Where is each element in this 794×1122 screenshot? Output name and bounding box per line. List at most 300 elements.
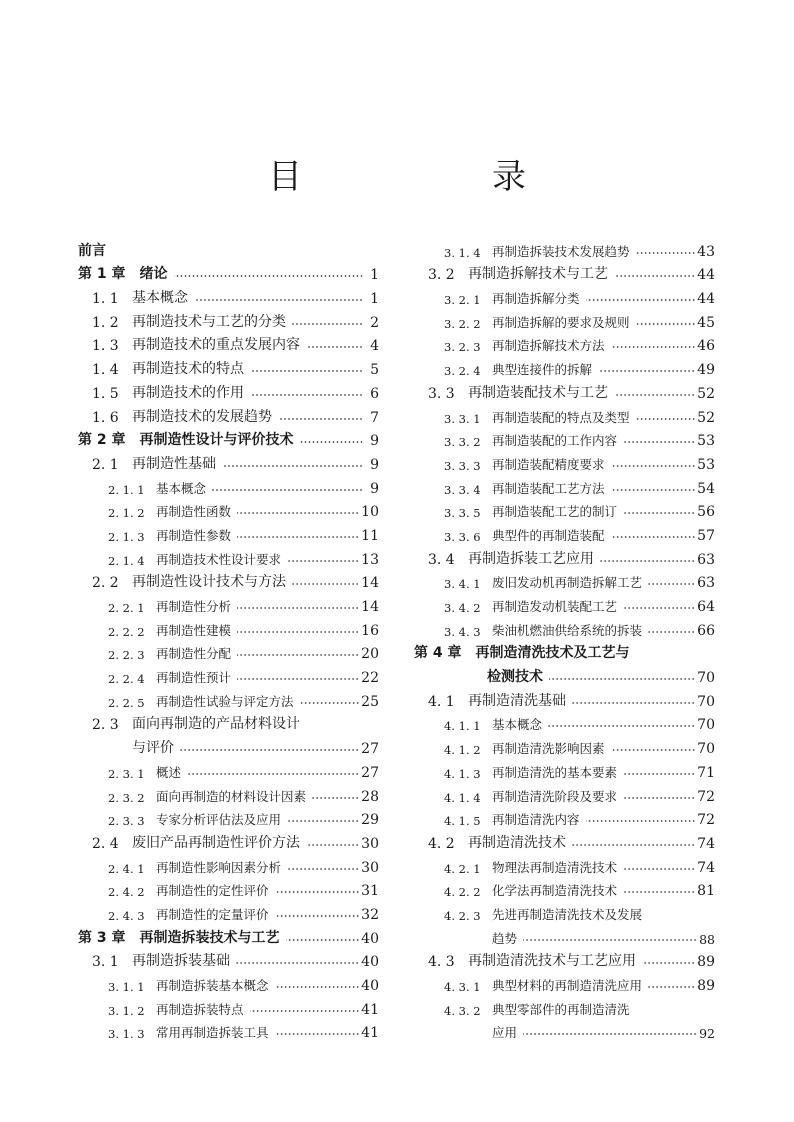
toc-entry[interactable]	[78, 757, 379, 781]
toc-entry[interactable]	[78, 568, 379, 592]
toc-entry-number: 3. 3. 3	[444, 458, 481, 473]
toc-entry-number: 4. 1. 4	[444, 790, 481, 805]
dot-leader	[212, 488, 363, 492]
dot-leader	[623, 511, 695, 515]
toc-entry-number: 2. 2. 3	[108, 648, 145, 663]
toc-entry[interactable]	[414, 544, 715, 568]
dot-leader	[572, 843, 695, 847]
dot-leader	[275, 890, 360, 894]
toc-entry-number: 4. 3. 1	[444, 980, 481, 994]
toc-entry-number: 3. 2. 2	[444, 316, 481, 331]
toc-entry[interactable]	[414, 781, 715, 805]
toc-entry-number: 2. 2. 5	[108, 695, 145, 710]
toc-entry[interactable]	[414, 805, 715, 829]
toc-entry-number: 3. 4. 2	[444, 601, 481, 615]
toc-entry-number: 1. 6	[92, 409, 119, 426]
toc-page-number: 54	[697, 480, 715, 497]
toc-entry-number: 3. 1. 4	[444, 245, 481, 260]
toc-entry-number: 2. 1. 2	[108, 506, 145, 521]
toc-entry-title: 再制造清洗的基本要素	[492, 764, 618, 780]
toc-entry-title: 基本概念	[492, 717, 543, 733]
toc-entry-number: 3. 3. 1	[444, 411, 481, 426]
toc-entry-number: 2. 4. 1	[108, 861, 145, 876]
toc-page-number: 40	[361, 978, 379, 994]
toc-entry[interactable]	[414, 923, 715, 947]
toc-page-number: 9	[370, 456, 379, 473]
toc-entry[interactable]	[414, 331, 715, 355]
toc-entry[interactable]	[78, 639, 379, 663]
toc-entry-number: 4. 2. 2	[444, 885, 481, 900]
toc-page-number: 44	[697, 267, 715, 284]
toc-entry-title: 前言	[78, 242, 106, 259]
toc-entry-title: 再制造清洗技术及工艺与	[475, 645, 630, 662]
toc-entry[interactable]	[78, 1018, 379, 1042]
toc-entry-number: 2. 3. 1	[108, 766, 145, 781]
toc-entry-number: 4. 1	[428, 693, 455, 710]
toc-entry[interactable]	[78, 733, 379, 757]
toc-entry[interactable]	[414, 662, 715, 686]
toc-entry-title: 再制造清洗技术	[468, 834, 566, 851]
toc-entry[interactable]	[414, 615, 715, 639]
toc-entry-title: 再制造装配的特点及类型	[492, 409, 630, 425]
toc-page-number: 74	[697, 835, 715, 852]
dot-leader	[611, 535, 696, 539]
dot-leader	[623, 796, 695, 800]
toc-entry-title: 再制造清洗内容	[492, 812, 580, 828]
toc-page-number: 6	[370, 385, 379, 402]
dot-leader	[250, 369, 363, 373]
toc-entry-title: 再制造性参数	[156, 527, 232, 543]
dot-leader	[623, 867, 695, 871]
toc-entry[interactable]	[414, 520, 715, 544]
toc-page-number: 27	[361, 764, 379, 781]
dot-leader	[548, 724, 695, 728]
toc-entry[interactable]	[78, 378, 379, 402]
toc-entry-number: 3. 3. 4	[444, 482, 481, 497]
toc-entry-number: 1. 3	[92, 338, 119, 355]
toc-entry-number: 4. 1. 1	[444, 719, 481, 734]
toc-entry[interactable]	[414, 307, 715, 331]
toc-page-number: 56	[697, 504, 715, 521]
toc-entry-number: 3. 1. 3	[108, 1027, 145, 1042]
toc-page-number: 72	[697, 788, 715, 805]
dot-leader	[312, 796, 359, 800]
toc-entry-title: 与评价	[132, 740, 174, 757]
toc-page-number: 49	[697, 362, 715, 379]
toc-chapter-entry[interactable]	[78, 923, 379, 947]
toc-entry-title: 再制造清洗阶段及要求	[492, 788, 618, 804]
toc-page-number: 72	[697, 812, 715, 829]
toc-entry-title: 典型材料的再制造清洗应用	[492, 978, 643, 993]
toc-entry[interactable]	[78, 497, 379, 521]
toc-entry-number: 3. 2. 4	[444, 364, 481, 379]
toc-entry-title: 再制造拆解技术方法	[492, 338, 605, 354]
toc-page-number: 30	[361, 835, 379, 852]
toc-entry-title: 再制造拆装基础	[132, 953, 230, 970]
toc-entry-number: 3. 1. 1	[108, 980, 145, 994]
toc-entry[interactable]	[78, 283, 379, 307]
toc-entry-number: 1. 4	[92, 362, 119, 379]
toc-page-number: 66	[697, 622, 715, 639]
dot-leader	[180, 748, 359, 752]
dot-leader	[636, 251, 696, 255]
toc-entry[interactable]	[78, 899, 379, 923]
dot-leader	[300, 440, 364, 444]
toc-entry-title: 再制造性分配	[156, 646, 232, 662]
toc-entry-title: 再制造性的定量评价	[156, 906, 269, 922]
toc-page-number: 1	[370, 291, 379, 308]
dot-leader	[611, 464, 696, 468]
toc-entry[interactable]	[414, 591, 715, 615]
toc-entry-title: 再制造拆解的要求及规则	[492, 314, 630, 330]
toc-entry[interactable]	[414, 283, 715, 307]
toc-entry-title: 再制造性分析	[156, 599, 232, 614]
toc-page-number: 29	[361, 812, 379, 829]
dot-leader	[236, 961, 359, 965]
toc-entry-title: 再制造性试验与评定方法	[156, 693, 294, 709]
toc-entry-title: 再制造技术与工艺的分类	[132, 313, 286, 330]
dot-leader	[614, 274, 695, 278]
toc-entry-number: 4. 3	[428, 954, 455, 971]
toc-entry[interactable]	[414, 402, 715, 426]
toc-entry-title: 再制造性设计技术与方法	[132, 574, 286, 591]
toc-entry[interactable]	[78, 994, 379, 1018]
toc-entry-number: 第 4 章	[414, 645, 462, 662]
dot-leader	[306, 345, 363, 349]
toc-entry-number: 3. 3. 6	[444, 529, 481, 544]
dot-leader	[623, 890, 695, 894]
toc-page-number: 89	[697, 978, 715, 994]
toc-entry-title: 概述	[156, 764, 182, 780]
dot-leader	[292, 582, 359, 586]
dot-leader	[600, 559, 695, 563]
toc-entry-number: 4. 2. 3	[444, 908, 481, 923]
toc-entry-title: 常用再制造拆装工具	[156, 1025, 269, 1041]
toc-entry-title: 再制造性预计	[156, 670, 232, 686]
toc-entry-number: 2. 1. 3	[108, 529, 145, 544]
dot-leader	[237, 606, 359, 610]
dot-leader	[648, 582, 695, 586]
toc-chapter-entry[interactable]	[414, 639, 715, 663]
dot-leader	[237, 630, 359, 634]
toc-page-number: 71	[697, 764, 715, 781]
dot-leader	[287, 819, 359, 823]
toc-entry-title: 废旧发动机再制造拆解工艺	[492, 575, 643, 591]
toc-page-number: 89	[697, 954, 715, 971]
toc-entry[interactable]	[414, 970, 715, 994]
toc-chapter-entry[interactable]	[78, 260, 379, 284]
toc-entry[interactable]	[414, 686, 715, 710]
toc-entry-title: 典型连接件的拆解	[492, 362, 593, 378]
toc-entry[interactable]	[414, 426, 715, 450]
toc-entry-title: 面向再制造的产品材料设计	[132, 716, 300, 733]
toc-entry-title: 典型零部件的再制造清洗	[492, 1001, 630, 1017]
toc-entry-title: 化学法再制造清洗技术	[492, 883, 618, 899]
dot-leader	[306, 843, 359, 847]
dot-leader	[572, 701, 695, 705]
dot-leader	[237, 677, 359, 681]
toc-page-number: 9	[370, 480, 379, 497]
toc-entry-title: 先进再制造清洗技术及发展	[492, 906, 643, 922]
toc-entry-number: 4. 1. 2	[444, 743, 481, 758]
toc-page-number: 40	[361, 930, 379, 947]
dot-leader	[623, 772, 695, 776]
toc-entry[interactable]	[78, 354, 379, 378]
toc-entry-number: 3. 4. 1	[444, 577, 481, 592]
toc-page-number: 53	[697, 456, 715, 473]
dot-leader	[523, 938, 697, 942]
toc-entry-title: 再制造拆解分类	[492, 291, 580, 307]
toc-entry-title: 再制造性函数	[156, 504, 232, 520]
toc-entry[interactable]	[78, 852, 379, 876]
dot-leader	[549, 677, 695, 681]
toc-page-number: 4	[370, 338, 379, 355]
toc-page-number: 52	[697, 385, 715, 402]
toc-page-number: 27	[361, 741, 379, 758]
toc-entry-number: 3. 3. 5	[444, 506, 481, 521]
toc-entry[interactable]	[78, 805, 379, 829]
toc-entry[interactable]	[78, 591, 379, 615]
dot-leader	[292, 322, 363, 326]
toc-entry-number: 第 2 章	[78, 432, 126, 449]
toc-entry[interactable]	[414, 449, 715, 473]
dot-leader	[598, 369, 695, 373]
toc-entry[interactable]	[414, 852, 715, 876]
toc-entry[interactable]	[414, 473, 715, 497]
toc-entry-number: 3. 3. 2	[444, 435, 481, 450]
toc-entry-number: 2. 2. 4	[108, 672, 145, 687]
toc-entry[interactable]	[414, 757, 715, 781]
toc-entry-title: 再制造装配精度要求	[492, 456, 605, 472]
toc-page-number: 11	[361, 527, 379, 544]
toc-entry-number: 第 1 章	[78, 266, 126, 283]
toc-entry[interactable]	[78, 473, 379, 497]
dot-leader	[586, 819, 696, 823]
toc-entry[interactable]	[414, 354, 715, 378]
toc-entry[interactable]	[78, 947, 379, 971]
toc-entry[interactable]	[414, 994, 715, 1018]
toc-entry[interactable]	[414, 497, 715, 521]
toc-entry-title: 专家分析评估法及应用	[156, 812, 282, 828]
dot-leader	[611, 345, 696, 349]
toc-page-number: 14	[361, 599, 379, 615]
toc-entry[interactable]	[78, 331, 379, 355]
toc-entry-title: 废旧产品再制造性评价方法	[132, 834, 300, 851]
toc-entry-title: 再制造装配技术与工艺	[468, 384, 608, 401]
toc-page-number: 88	[699, 931, 715, 947]
toc-entry[interactable]	[78, 449, 379, 473]
dot-leader	[222, 464, 363, 468]
toc-page-number: 20	[361, 646, 379, 663]
toc-page-number: 63	[697, 551, 715, 568]
toc-entry-title: 典型件的再制造装配	[492, 527, 605, 543]
toc-entry-title: 再制造拆装基本概念	[156, 978, 269, 993]
toc-entry-title: 再制造性的定性评价	[156, 883, 269, 899]
toc-entry-title: 再制造拆解技术与工艺	[468, 266, 608, 283]
toc-entry-number: 2. 1	[92, 456, 119, 473]
toc-entry[interactable]	[414, 733, 715, 757]
toc-entry-number: 4. 3. 2	[444, 1003, 481, 1018]
toc-page-number: 28	[361, 788, 379, 805]
toc-entry-number: 2. 2	[92, 575, 119, 592]
dot-leader	[237, 511, 359, 515]
dot-leader	[636, 322, 696, 326]
toc-page-number: 92	[699, 1026, 715, 1042]
toc-entry-number: 3. 3	[428, 385, 455, 402]
dot-leader	[648, 630, 695, 634]
toc-entry[interactable]	[78, 710, 379, 734]
toc-entry-number: 3. 2. 1	[444, 293, 481, 308]
toc-entry-number: 2. 4. 2	[108, 885, 145, 900]
toc-page-number: 52	[697, 409, 715, 426]
toc-entry[interactable]	[414, 236, 715, 260]
toc-page-number: 1	[370, 267, 379, 284]
toc-chapter-entry[interactable]	[78, 426, 379, 450]
toc-page-number: 7	[370, 409, 379, 426]
toc-entry-number: 3. 4	[428, 551, 455, 568]
toc-page-number: 5	[370, 362, 379, 379]
toc-page-number: 30	[361, 859, 379, 876]
toc-entry[interactable]	[78, 781, 379, 805]
toc-entry[interactable]	[78, 307, 379, 331]
toc-page-number: 41	[361, 1025, 379, 1042]
toc-entry[interactable]	[414, 947, 715, 971]
toc-entry-title: 再制造拆装特点	[156, 1001, 244, 1017]
toc-entry-title: 再制造装配的工作内容	[492, 433, 618, 449]
toc-entry-title: 再制造性基础	[132, 455, 216, 472]
toc-entry-title: 柴油机燃油供给系统的拆装	[492, 622, 643, 638]
toc-entry[interactable]	[78, 686, 379, 710]
toc-entry[interactable]	[414, 710, 715, 734]
toc-entry[interactable]	[414, 899, 715, 923]
toc-entry-title: 再制造性设计与评价技术	[139, 432, 294, 449]
toc-entry-number: 4. 2	[428, 835, 455, 852]
toc-page-number: 41	[361, 1001, 379, 1018]
toc-entry[interactable]	[414, 876, 715, 900]
toc-page-number: 63	[697, 575, 715, 592]
toc-entry-title: 再制造拆装工艺应用	[468, 550, 594, 567]
toc-page-number: 22	[361, 670, 379, 687]
toc-entry[interactable]	[414, 828, 715, 852]
toc-entry-title: 趋势	[492, 930, 518, 946]
dot-leader	[642, 961, 695, 965]
toc-entry-title: 再制造拆装技术发展趋势	[492, 243, 630, 259]
dot-leader	[623, 606, 695, 610]
toc-entry-title: 再制造发动机装配工艺	[492, 599, 618, 614]
toc-entry-title: 再制造清洗技术与工艺应用	[468, 953, 636, 970]
toc-chapter-entry[interactable]	[78, 236, 379, 260]
toc-entry-number: 1. 2	[92, 314, 119, 331]
toc-page-number: 40	[361, 954, 379, 971]
toc-entry[interactable]	[414, 568, 715, 592]
toc-page-number: 16	[361, 622, 379, 639]
toc-entry[interactable]	[414, 260, 715, 284]
toc-entry-number: 2. 2. 1	[108, 601, 145, 615]
toc-entry-number: 4. 1. 3	[444, 766, 481, 781]
dot-leader	[250, 393, 363, 397]
dot-leader	[623, 440, 695, 444]
toc-page-number: 64	[697, 599, 715, 615]
toc-entry-title: 再制造清洗影响因素	[492, 741, 605, 757]
dot-leader	[614, 393, 695, 397]
toc-entry-title: 再制造性建模	[156, 622, 232, 638]
dot-leader	[586, 298, 696, 302]
dot-leader	[287, 867, 359, 871]
toc-entry-number: 2. 3. 3	[108, 814, 145, 829]
dot-leader	[250, 1009, 360, 1013]
toc-page-number: 2	[370, 314, 379, 331]
toc-entry-number: 4. 2. 1	[444, 861, 481, 876]
toc-entry[interactable]	[78, 544, 379, 568]
toc-page-number: 10	[361, 504, 379, 521]
toc-entry-number: 3. 2. 3	[444, 340, 481, 355]
toc-entry-title: 检测技术	[487, 669, 543, 686]
toc-page-number: 9	[370, 433, 379, 450]
dot-leader	[611, 748, 696, 752]
dot-leader	[300, 701, 360, 705]
dot-leader	[275, 985, 360, 989]
dot-leader	[611, 488, 696, 492]
toc-entry-title: 基本概念	[132, 290, 188, 307]
toc-entry[interactable]	[414, 378, 715, 402]
toc-entry[interactable]	[78, 402, 379, 426]
toc-entry-title: 再制造拆装技术与工艺	[139, 929, 280, 946]
toc-page-number: 14	[361, 575, 379, 592]
toc-entry[interactable]	[78, 615, 379, 639]
toc-page-number: 44	[697, 291, 715, 308]
toc-left-column	[78, 236, 379, 1041]
toc-entry[interactable]	[78, 970, 379, 994]
toc-entry-title: 面向再制造的材料设计因素	[156, 788, 307, 804]
toc-page-number: 13	[361, 551, 379, 568]
dot-leader	[237, 535, 359, 539]
toc-entry-title: 基本概念	[156, 480, 207, 496]
toc-entry[interactable]	[78, 876, 379, 900]
dot-leader	[287, 559, 359, 563]
dot-leader	[286, 938, 360, 942]
dot-leader	[174, 274, 364, 278]
dot-leader	[275, 1032, 360, 1036]
toc-entry-number: 3. 4. 3	[444, 624, 481, 639]
dot-leader	[275, 914, 360, 918]
toc-entry-title: 再制造技术性设计要求	[156, 551, 282, 567]
toc-entry[interactable]	[78, 828, 379, 852]
toc-page-number: 70	[697, 670, 715, 687]
toc-entry-number: 3. 1	[92, 954, 119, 971]
toc-entry-number: 第 3 章	[78, 929, 126, 946]
toc-page-number: 70	[697, 717, 715, 734]
toc-entry[interactable]	[78, 520, 379, 544]
toc-entry-number: 2. 3	[92, 717, 119, 734]
toc-entry-title: 物理法再制造清洗技术	[492, 859, 618, 875]
toc-entry-title: 再制造技术的作用	[132, 384, 244, 401]
dot-leader	[648, 985, 695, 989]
toc-entry-number: 2. 1. 4	[108, 553, 145, 568]
toc-entry-number: 1. 1	[92, 291, 119, 308]
toc-entry-title: 再制造装配工艺方法	[492, 480, 605, 496]
toc-entry-number: 2. 4	[92, 835, 119, 852]
toc-page-number: 81	[697, 883, 715, 900]
toc-page-number: 31	[361, 883, 379, 900]
toc-entry[interactable]	[414, 1018, 715, 1042]
dot-leader	[187, 772, 359, 776]
toc-page-number: 70	[697, 693, 715, 710]
toc-page-number: 32	[361, 906, 379, 923]
toc-page-number: 43	[697, 243, 715, 260]
toc-entry-number: 2. 2. 2	[108, 624, 145, 639]
toc-entry[interactable]	[78, 662, 379, 686]
toc-entry-title: 应用	[492, 1025, 518, 1041]
